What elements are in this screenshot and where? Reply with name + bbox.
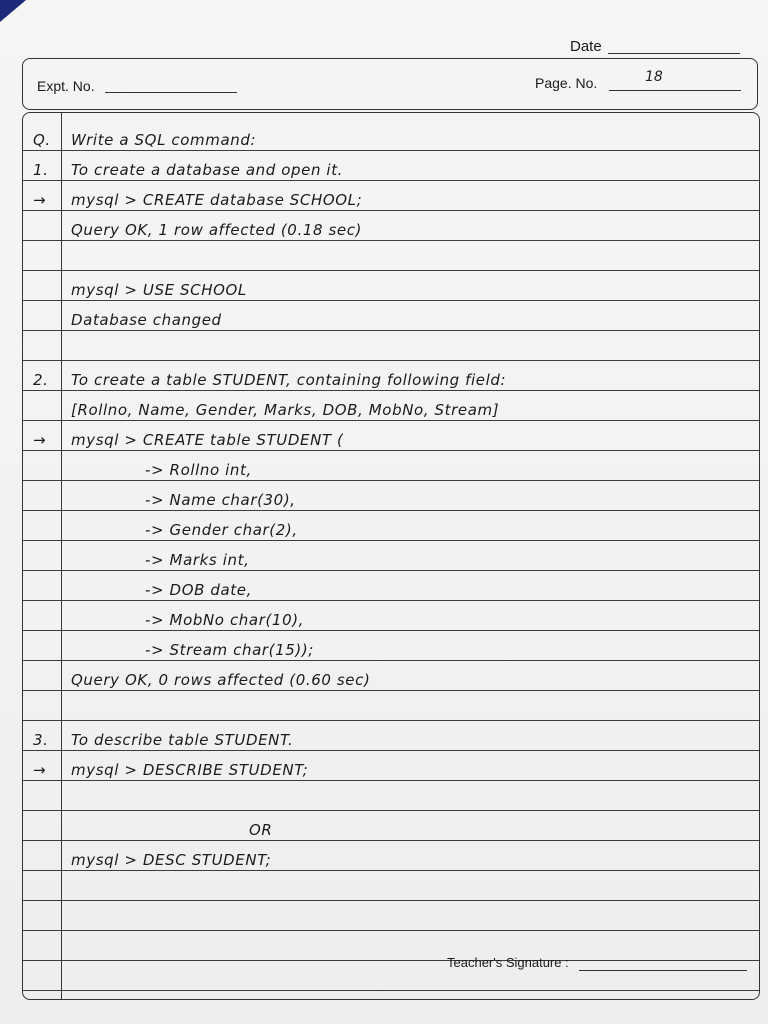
handwritten-line: -> Gender char(2), <box>145 521 298 539</box>
handwritten-line: To create a database and open it. <box>71 161 344 179</box>
handwritten-line: mysql > CREATE database SCHOOL; <box>71 191 363 209</box>
date-field <box>570 38 740 58</box>
handwritten-line: Write a SQL command: <box>71 131 257 149</box>
signature-line <box>579 970 747 971</box>
line-marker: → <box>33 431 47 449</box>
expt-line <box>105 92 237 93</box>
line-marker: Q. <box>33 131 51 149</box>
handwritten-line: -> Stream char(15)); <box>145 641 314 659</box>
handwritten-line: mysql > CREATE table STUDENT ( <box>71 431 344 449</box>
handwritten-line: -> Marks int, <box>145 551 250 569</box>
page-number: 18 <box>645 69 663 85</box>
handwritten-line: mysql > DESC STUDENT; <box>71 851 272 869</box>
handwritten-line: To create a table STUDENT, containing following field: <box>71 371 507 389</box>
header-box <box>22 58 758 110</box>
signature-label: Teacher's Signature : <box>447 955 569 970</box>
line-marker: 1. <box>33 161 49 179</box>
handwritten-line: -> Rollno int, <box>145 461 252 479</box>
handwritten-line: mysql > USE SCHOOL <box>71 281 247 299</box>
ruled-area <box>22 112 760 1000</box>
corner-mark <box>0 0 26 22</box>
handwritten-line: OR <box>249 821 273 839</box>
line-marker: 3. <box>33 731 49 749</box>
margin-line <box>61 113 62 999</box>
date-line <box>608 53 740 54</box>
handwritten-line: -> Name char(30), <box>145 491 296 509</box>
handwritten-line: Query OK, 0 rows affected (0.60 sec) <box>71 671 371 689</box>
page-label: Page. No. <box>535 75 598 91</box>
handwritten-line: [Rollno, Name, Gender, Marks, DOB, MobNo, Stream] <box>71 401 500 419</box>
handwritten-line: To describe table STUDENT. <box>71 731 294 749</box>
expt-label: Expt. No. <box>37 78 95 94</box>
handwritten-line: mysql > DESCRIBE STUDENT; <box>71 761 309 779</box>
line-marker: → <box>33 191 47 209</box>
date-label: Date <box>570 38 602 55</box>
page-line <box>609 90 741 91</box>
handwritten-line: Query OK, 1 row affected (0.18 sec) <box>71 221 363 239</box>
line-marker: → <box>33 761 47 779</box>
handwritten-line: Database changed <box>71 311 222 329</box>
handwritten-line: -> DOB date, <box>145 581 252 599</box>
handwritten-line: -> MobNo char(10), <box>145 611 305 629</box>
line-marker: 2. <box>33 371 49 389</box>
